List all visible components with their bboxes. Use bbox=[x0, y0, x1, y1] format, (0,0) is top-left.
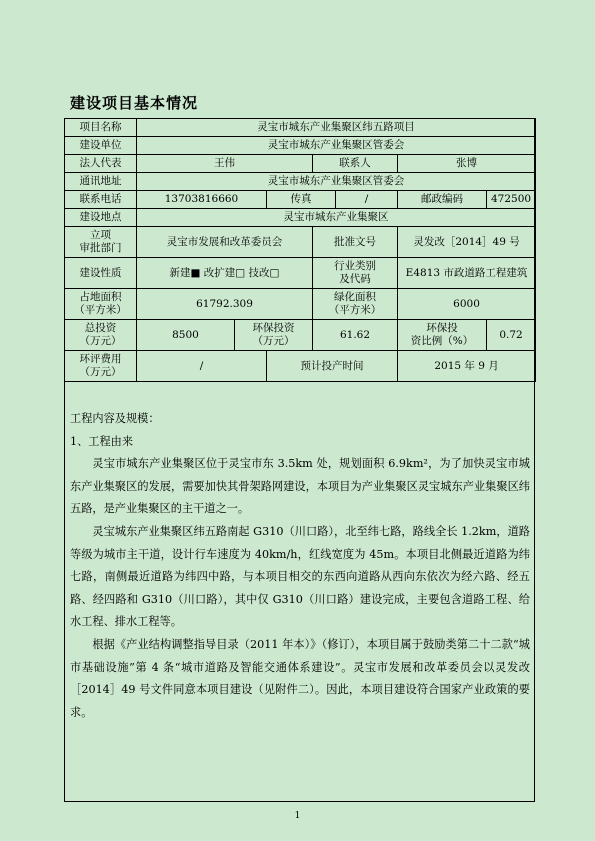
env-invest-label bbox=[235, 320, 313, 351]
approval-dept-label bbox=[65, 227, 137, 258]
address-label: 通讯地址 bbox=[65, 173, 137, 191]
approval-dept-value: 灵宝市发展和改革委员会 bbox=[137, 227, 313, 258]
phone-label: 联系电话 bbox=[65, 191, 137, 209]
area-label-line1: 占地面积 bbox=[79, 291, 122, 303]
table-row bbox=[65, 258, 536, 289]
eia-fee-label-line1: 环评费用 bbox=[79, 353, 122, 365]
area-label-line2: （平方米） bbox=[74, 304, 127, 316]
approval-no-value: 灵发改［2014］49 号 bbox=[398, 227, 536, 258]
content-body bbox=[70, 408, 530, 724]
production-label: 预计投产时间 bbox=[267, 351, 398, 382]
eia-fee-value: / bbox=[137, 351, 267, 382]
invest-label bbox=[65, 320, 137, 351]
content-heading: 工程内容及规模： bbox=[70, 412, 160, 425]
location-value: 灵宝市城东产业集聚区 bbox=[137, 209, 536, 227]
postcode-value: 472500 bbox=[487, 191, 536, 209]
fax-label: 传真 bbox=[267, 191, 336, 209]
env-invest-label-line2: （万元） bbox=[252, 335, 295, 347]
approval-no-label: 批准文号 bbox=[313, 227, 398, 258]
paragraph-2: 灵宝城东产业集聚区纬五路南起 G310（川口路），北至纬七路，路线全长 1.2km，道路等级为城市主干道，设计行车速度为 40km/h，红线宽度为 45m。本项目北侧最近道路为纬七路，南侧最近道路为纬四中路，与本项目相交的东西向道路从西向东依次为经六路、经五路、经四路和 G310（川口路），其中仅 G310（川口路）建设完成，主要包含道路工程、给水工程、排水工程等。 bbox=[70, 524, 530, 629]
table-row bbox=[65, 320, 536, 351]
table-row bbox=[65, 173, 536, 191]
paragraph-3: 根据《产业结构调整指导目录（2011 年本）》（修订），本项目属于鼓励类第二十二款“城市基础设施”第 4 条“城市道路及智能交通体系建设”。灵宝市发展和改革委员会以灵发改［2014］49 号文件同意本项目建设（见附件二）。因此，本项目建设符合国家产业政策的要求。 bbox=[70, 637, 530, 719]
builder-value: 灵宝市城东产业集聚区管委会 bbox=[137, 137, 536, 155]
fax-value: / bbox=[336, 191, 398, 209]
project-info-table bbox=[64, 118, 536, 382]
project-name-label: 项目名称 bbox=[65, 119, 137, 137]
postcode-label: 邮政编码 bbox=[398, 191, 487, 209]
green-label bbox=[313, 289, 398, 320]
contact-value: 张博 bbox=[398, 155, 536, 173]
table-row bbox=[65, 351, 536, 382]
section-title: 建设项目基本情况 bbox=[70, 94, 199, 112]
table-row bbox=[65, 227, 536, 258]
legal-rep-label: 法人代表 bbox=[65, 155, 137, 173]
invest-value: 8500 bbox=[137, 320, 235, 351]
table-row bbox=[65, 209, 536, 227]
table-row bbox=[65, 191, 536, 209]
invest-label-line2: （万元） bbox=[79, 335, 122, 347]
green-value: 6000 bbox=[398, 289, 536, 320]
paragraph-1: 灵宝市城东产业集聚区位于灵宝市东 3.5km 处，规划面积 6.9km²，为了加快灵宝市城东产业集聚区的发展，需要加快其骨架路网建设，本项目为产业集聚区灵宝城东产业集聚区纬五路，是产业集聚区的主干道之一。 bbox=[70, 457, 530, 516]
env-invest-label-line1: 环保投资 bbox=[252, 322, 295, 334]
eia-fee-label-line2: （万元） bbox=[79, 366, 122, 378]
env-ratio-label bbox=[398, 320, 487, 351]
phone-value: 13703816660 bbox=[137, 191, 267, 209]
industry-label-line1: 行业类别 bbox=[334, 260, 376, 272]
industry-value: E4813 市政道路工程建筑 bbox=[398, 258, 536, 289]
production-value: 2015 年 9 月 bbox=[398, 351, 536, 382]
location-label: 建设地点 bbox=[65, 209, 137, 227]
approval-dept-label-line2: 审批部门 bbox=[79, 242, 122, 254]
legal-rep-value: 王伟 bbox=[137, 155, 313, 173]
area-label bbox=[65, 289, 137, 320]
env-ratio-label-line2: 资比例（%） bbox=[410, 335, 474, 347]
env-invest-value: 61.62 bbox=[313, 320, 398, 351]
eia-fee-label bbox=[65, 351, 137, 382]
table-row bbox=[65, 119, 536, 137]
area-value: 61792.309 bbox=[137, 289, 313, 320]
table-row bbox=[65, 137, 536, 155]
nature-value: 新建■ 改扩建□ 技改□ bbox=[137, 258, 313, 289]
nature-label: 建设性质 bbox=[65, 258, 137, 289]
page-number: 1 bbox=[294, 811, 301, 821]
contact-label: 联系人 bbox=[313, 155, 398, 173]
invest-label-line1: 总投资 bbox=[84, 322, 117, 334]
table-row bbox=[65, 289, 536, 320]
env-ratio-label-line1: 环保投 bbox=[426, 322, 458, 334]
industry-label-line2: 及代码 bbox=[339, 273, 371, 285]
approval-dept-label-line1: 立项 bbox=[90, 229, 111, 241]
project-name-value: 灵宝市城东产业集聚区纬五路项目 bbox=[137, 119, 536, 137]
section-heading: 1、工程由来 bbox=[70, 434, 134, 448]
address-value: 灵宝市城东产业集聚区管委会 bbox=[137, 173, 536, 191]
industry-label bbox=[313, 258, 398, 289]
env-ratio-value: 0.72 bbox=[487, 320, 536, 351]
builder-label: 建设单位 bbox=[65, 137, 137, 155]
green-label-line2: （平方米） bbox=[328, 304, 382, 316]
table-row bbox=[65, 155, 536, 173]
green-label-line1: 绿化面积 bbox=[334, 291, 376, 303]
